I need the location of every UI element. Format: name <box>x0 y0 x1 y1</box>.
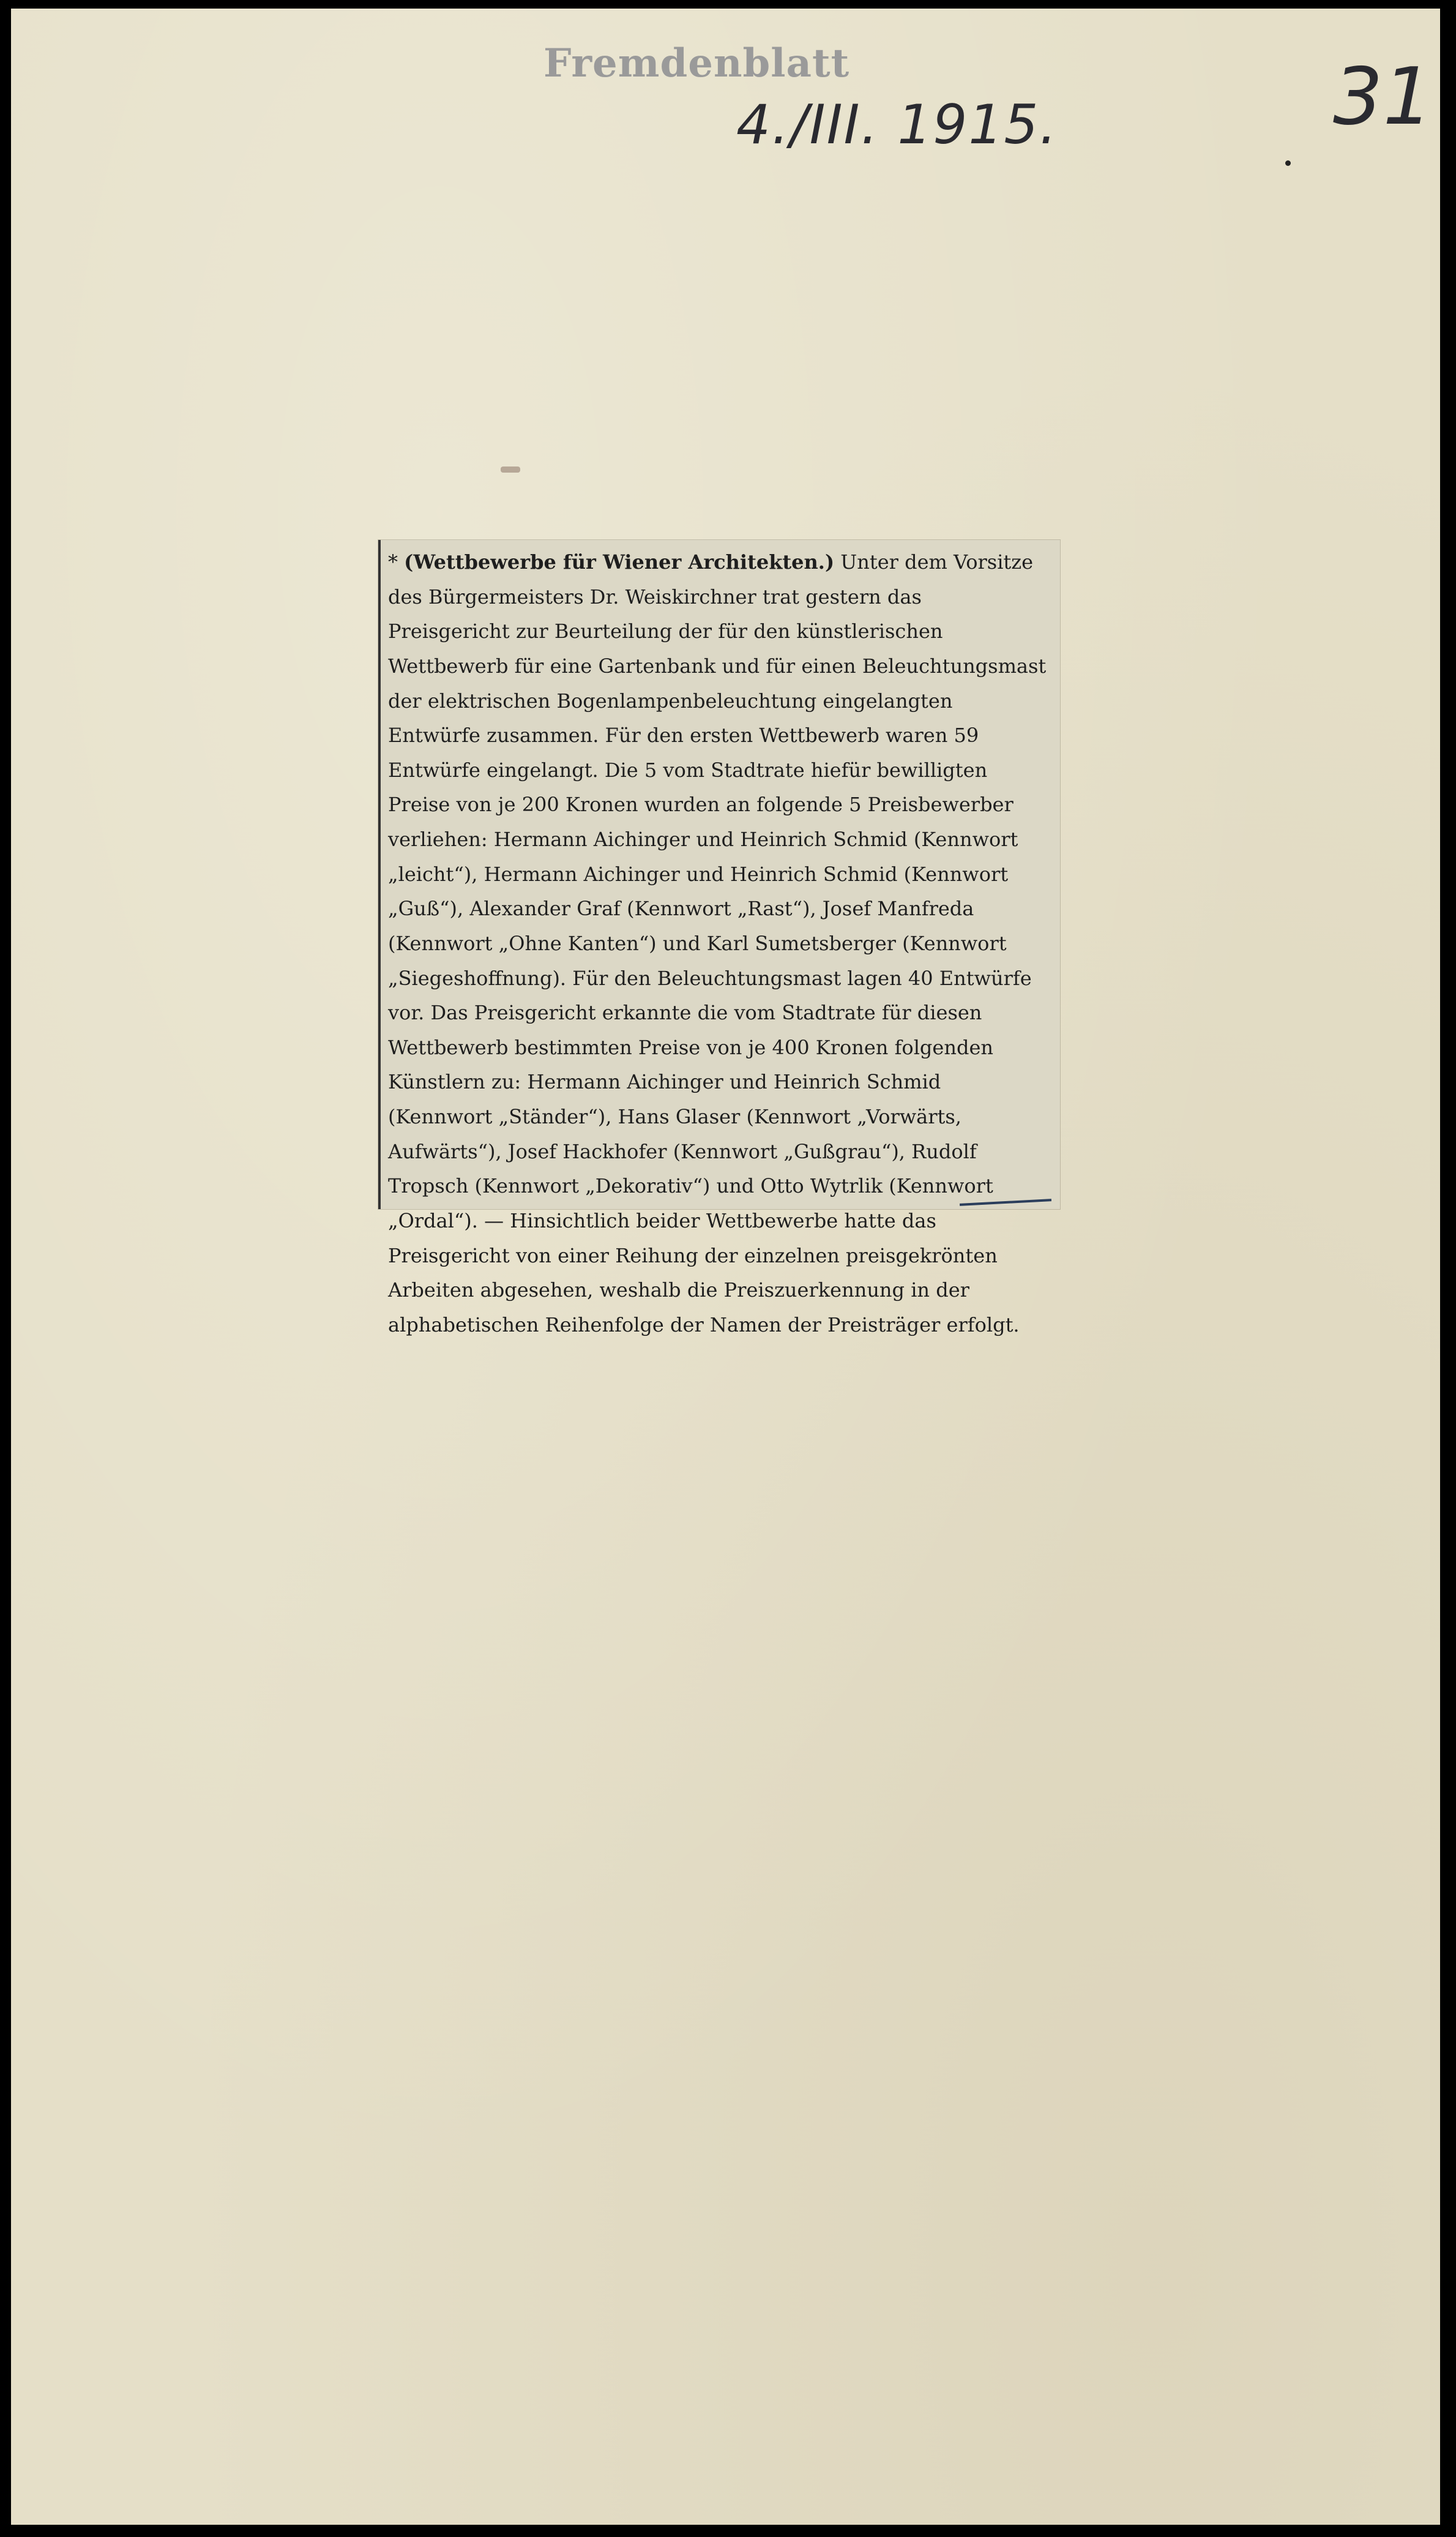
article-marker: * <box>388 550 398 574</box>
archive-page <box>11 9 1440 2525</box>
article-headline: (Wettbewerbe für Wiener Architekten.) <box>404 550 835 574</box>
handwritten-page-number: 31 <box>1333 51 1433 143</box>
ink-dot <box>1285 160 1291 166</box>
paper-mark <box>501 467 520 473</box>
newspaper-stamp: Fremdenblatt <box>543 40 850 86</box>
handwritten-date: 4./III. 1915. <box>736 93 1058 156</box>
article-body: Unter dem Vorsitze des Bürgermeisters Dr. Weiskirchner trat gestern das Preisgericht zur Beurteilung der für den künstlerischen Wettbewerb für eine Gartenbank und für einen Beleuchtungsmast der elektrischen Bogenlampenbeleuchtung eingelangten Entwürfe zusammen. Für den ersten Wettbewerb waren 59 Entwürfe eingelangt. Die 5 vom Stadtrate hiefür bewilligten Preise von je 200 Kronen wurden an folgende 5 Preisbewerber verliehen: Hermann Aichinger und Heinrich Schmid (Kennwort „leicht“), Hermann Aichinger und Heinrich Schmid (Kennwort „Guß“), Alexander Graf (Kennwort „Rast“), Josef Manfreda (Kennwort „Ohne Kanten“) und Karl Sumetsberger (Kennwort „Siegeshoffnung). Für den Beleuchtungsmast lagen 40 Entwürfe vor. Das Preisgericht erkannte die vom Stadtrate für diesen Wettbewerb bestimmten Preise von je 400 Kronen folgenden Künstlern zu: Hermann Aichinger und Heinrich Schmid (Kennwort „Ständer“), Hans Glaser (Kennwort „Vorwärts, Aufwärts“), Josef Hackhofer (Kennwort „Gußgrau“), Rudolf Tropsch (Kennwort „Dekorativ“) und Otto Wytrlik (Kennwort „Ordal“). — Hinsichtlich beider Wettbewerbe hatte das Preisgericht von einer Reihung der einzelnen preisgekrönten Arbeiten abgesehen, weshalb die Preiszuerkennung in der alphabetischen Reihenfolge der Namen der Preisträger erfolgt. <box>388 550 1047 1336</box>
newspaper-clipping <box>378 540 1060 1336</box>
article-text <box>388 545 1049 1342</box>
